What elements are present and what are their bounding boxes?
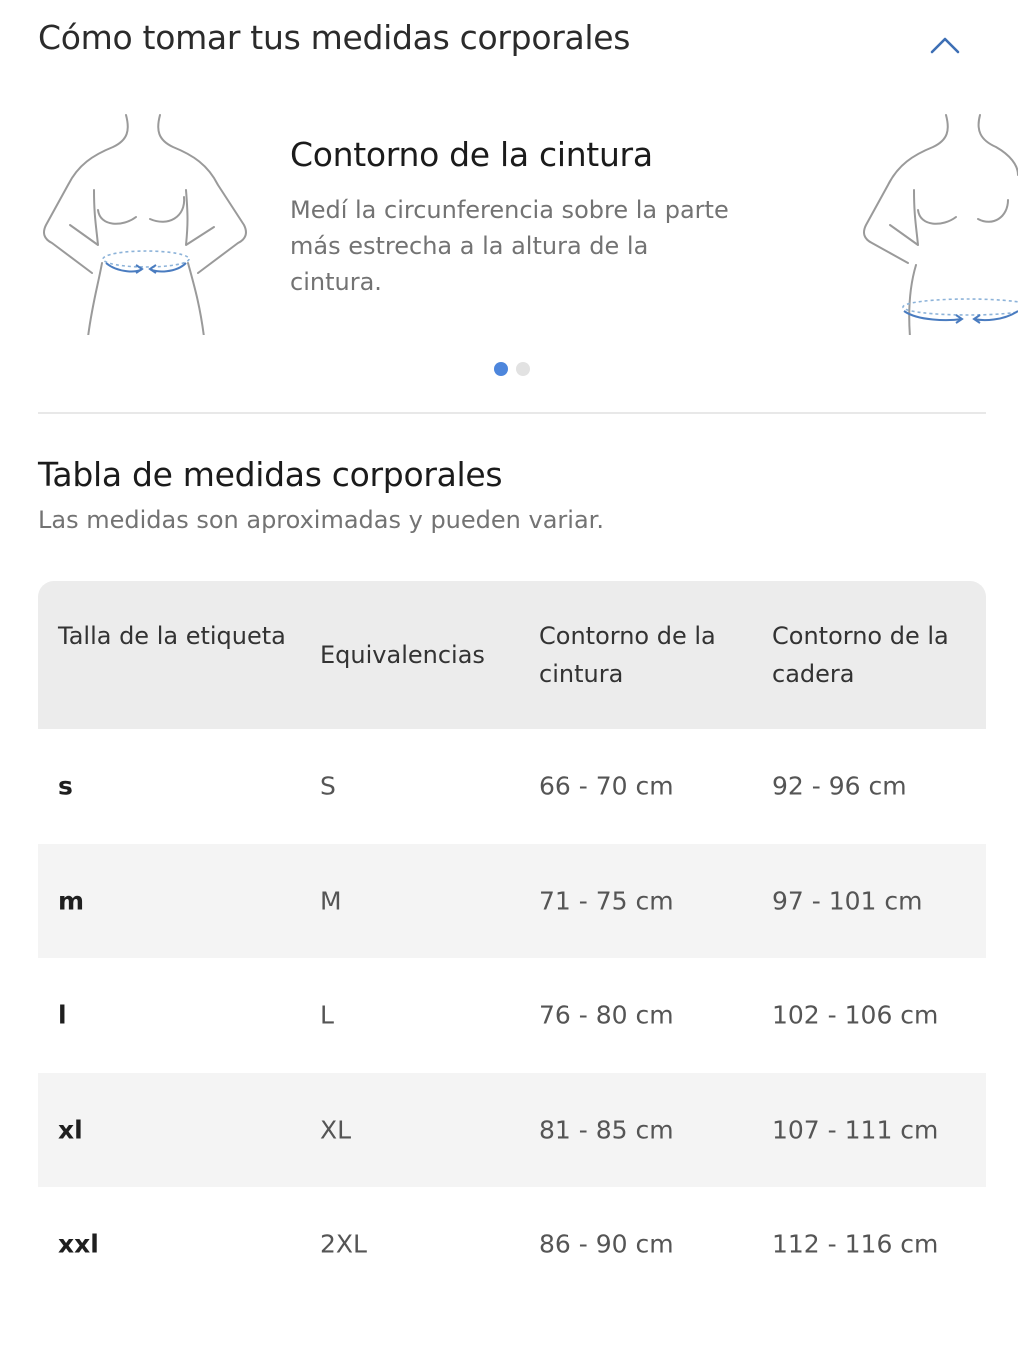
measurement-guide-header xyxy=(38,18,986,68)
cell-hip: 92 - 96 cm xyxy=(772,771,907,801)
pagination-dot-active[interactable] xyxy=(494,362,508,376)
table-row xyxy=(38,1187,986,1302)
hip-measurement-illustration xyxy=(858,105,1018,335)
cell-waist: 81 - 85 cm xyxy=(539,1115,674,1145)
column-header-label-size: Talla de la etiqueta xyxy=(58,622,286,650)
table-header-row xyxy=(38,581,986,729)
waist-measurement-illustration xyxy=(38,105,254,335)
table-row xyxy=(38,729,986,844)
column-header-equivalence: Equivalencias xyxy=(320,641,485,669)
cell-label-size: xl xyxy=(58,1115,83,1145)
cell-label-size: m xyxy=(58,886,85,916)
carousel-pagination xyxy=(0,358,1024,374)
table-row xyxy=(38,844,986,959)
pagination-dot[interactable] xyxy=(516,362,530,376)
cell-hip: 107 - 111 cm xyxy=(772,1115,939,1145)
size-table xyxy=(38,581,986,1302)
size-table-title: Tabla de medidas corporales xyxy=(38,455,503,494)
cell-hip: 102 - 106 cm xyxy=(772,1000,939,1030)
collapse-button[interactable] xyxy=(928,30,962,64)
size-table-subtitle: Las medidas son aproximadas y pueden variar. xyxy=(38,506,604,534)
cell-equivalence: 2XL xyxy=(320,1229,367,1259)
measurement-guide-title: Cómo tomar tus medidas corporales xyxy=(38,18,631,57)
cell-label-size: xxl xyxy=(58,1229,99,1259)
section-divider xyxy=(38,412,986,414)
cell-equivalence: L xyxy=(320,1000,334,1030)
cell-hip: 112 - 116 cm xyxy=(772,1229,939,1259)
cell-waist: 76 - 80 cm xyxy=(539,1000,674,1030)
cell-label-size: s xyxy=(58,771,73,801)
slide-description: Medí la circunferencia sobre la parte más estrecha a la altura de la cintura. xyxy=(290,196,729,296)
chevron-up-icon xyxy=(928,30,962,64)
cell-waist: 71 - 75 cm xyxy=(539,886,674,916)
column-header-waist: Contorno de la cintura xyxy=(539,622,716,688)
cell-hip: 97 - 101 cm xyxy=(772,886,923,916)
carousel-slide xyxy=(290,135,730,300)
cell-label-size: l xyxy=(58,1000,67,1030)
cell-equivalence: M xyxy=(320,886,342,916)
column-header-hip: Contorno de la cadera xyxy=(772,622,949,688)
table-row xyxy=(38,958,986,1073)
table-row xyxy=(38,1073,986,1188)
cell-equivalence: XL xyxy=(320,1115,352,1145)
cell-equivalence: S xyxy=(320,771,336,801)
cell-waist: 66 - 70 cm xyxy=(539,771,674,801)
measurement-carousel[interactable] xyxy=(0,95,1024,340)
slide-title: Contorno de la cintura xyxy=(290,135,653,174)
cell-waist: 86 - 90 cm xyxy=(539,1229,674,1259)
